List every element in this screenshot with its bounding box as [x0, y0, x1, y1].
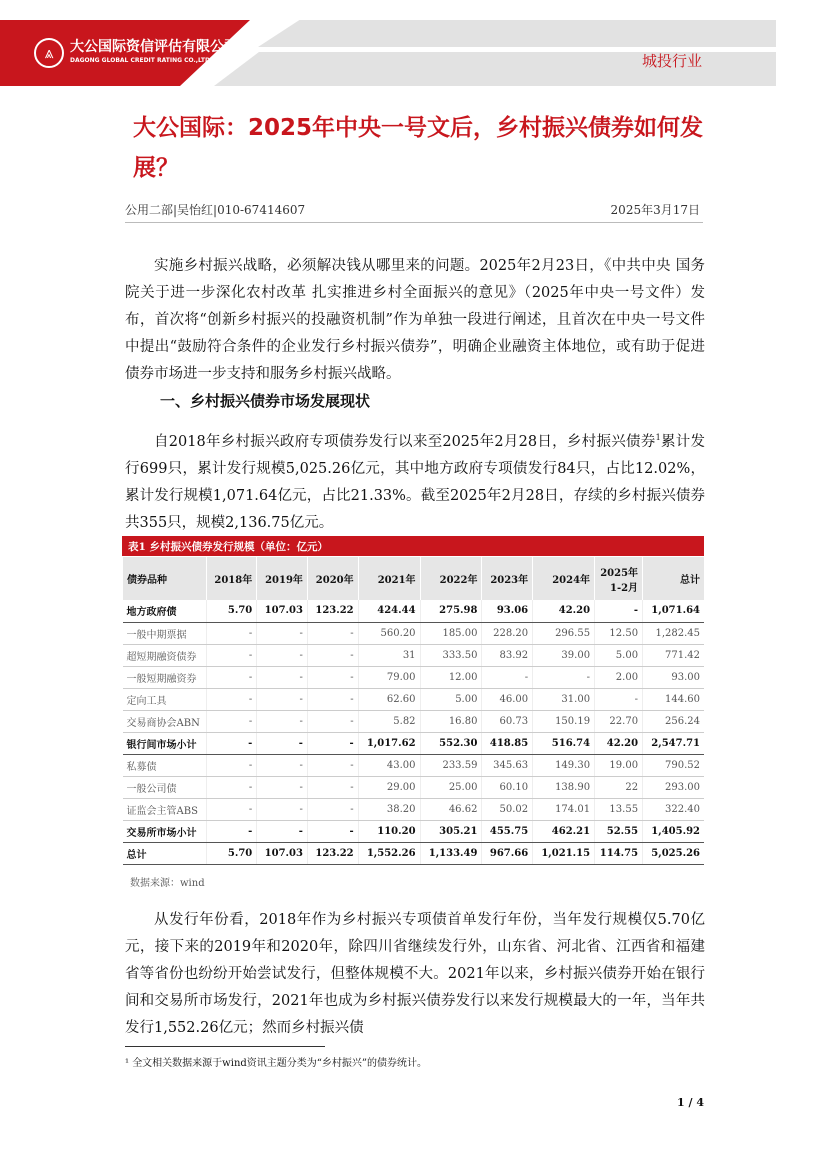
footnote: ¹ 全文相关数据来源于wind资讯主题分类为“乡村振兴”的债券统计。	[125, 1058, 428, 1069]
table-cell: -	[307, 776, 358, 798]
table-cell: 43.00	[358, 754, 420, 776]
table-cell: 交易所市场小计	[123, 820, 207, 842]
table-cell: -	[307, 644, 358, 666]
authors: 公用二部|吴怡红|010-67414607	[125, 203, 306, 217]
table-cell: 233.59	[420, 754, 482, 776]
table-header-row	[123, 557, 705, 600]
table-row	[123, 600, 705, 622]
table-cell: 174.01	[533, 798, 595, 820]
table-cell: 1,021.15	[533, 842, 595, 864]
table-cell: 29.00	[358, 776, 420, 798]
table-cell: -	[207, 798, 257, 820]
table-cell: 42.20	[533, 600, 595, 622]
table-cell: -	[207, 820, 257, 842]
date: 2025年3月17日	[610, 203, 700, 217]
table-cell: 22.70	[595, 710, 643, 732]
table-cell: -	[207, 688, 257, 710]
column-header: 2024年	[533, 557, 595, 600]
company-logo-icon: ⩓	[34, 38, 64, 68]
table-cell: 123.22	[307, 600, 358, 622]
table-cell: 31	[358, 644, 420, 666]
table-cell: -	[257, 798, 308, 820]
table-cell: 42.20	[595, 732, 643, 754]
table-cell: -	[257, 732, 308, 754]
table-cell: 50.02	[482, 798, 533, 820]
table-source: 数据来源：wind	[130, 878, 205, 889]
table-cell: 552.30	[420, 732, 482, 754]
table-cell: -	[533, 666, 595, 688]
table-cell: 52.55	[595, 820, 643, 842]
table-cell: 12.00	[420, 666, 482, 688]
paragraph-status	[125, 424, 705, 537]
table-cell: 5.70	[207, 842, 257, 864]
column-header: 2018年	[207, 557, 257, 600]
table-cell: 12.50	[595, 622, 643, 644]
table-cell: -	[307, 798, 358, 820]
column-header: 2020年	[307, 557, 358, 600]
header-grey-band	[258, 20, 776, 47]
table-cell: 5.00	[595, 644, 643, 666]
table-cell: -	[307, 688, 358, 710]
table-row	[123, 688, 705, 710]
table-cell: 一般中期票据	[123, 622, 207, 644]
table-cell: 967.66	[482, 842, 533, 864]
table-cell: 13.55	[595, 798, 643, 820]
table-cell: 1,071.64	[643, 600, 704, 622]
text: 累计发行699只，累计发行规模5,025.26亿元，其中地方政府专项债发行84只，占比12.02%，累计发行规模1,071.64亿元，占比21.33%。截至2025年2月28日，存续的乡村振兴债券共355只，规模2,136.75亿元。	[125, 433, 706, 531]
table-cell: 333.50	[420, 644, 482, 666]
table-cell: 93.00	[643, 666, 704, 688]
table-row	[123, 732, 705, 754]
table-row	[123, 754, 705, 776]
table-row	[123, 776, 705, 798]
table-cell: -	[207, 754, 257, 776]
text: 自2018年乡村振兴政府专项债券发行以来至2025年2月28日，乡村振兴债券	[154, 433, 656, 450]
table-cell: 交易商协会ABN	[123, 710, 207, 732]
table-cell: 39.00	[533, 644, 595, 666]
footnote-divider	[125, 1046, 325, 1047]
table-cell: 305.21	[420, 820, 482, 842]
table-cell: 5.82	[358, 710, 420, 732]
table-cell: -	[307, 622, 358, 644]
table-cell: -	[257, 776, 308, 798]
table-cell: 560.20	[358, 622, 420, 644]
table-cell: 771.42	[643, 644, 704, 666]
table-cell: 地方政府债	[123, 600, 207, 622]
table-cell: 62.60	[358, 688, 420, 710]
page-title: 大公国际：2025年中央一号文后，乡村振兴债券如何发展？	[133, 115, 704, 181]
table-cell: 107.03	[257, 600, 308, 622]
table-cell: 293.00	[643, 776, 704, 798]
table-cell: 322.40	[643, 798, 704, 820]
table-cell: 345.63	[482, 754, 533, 776]
table-cell: 1,552.26	[358, 842, 420, 864]
page-number: 1 / 4	[677, 1096, 704, 1109]
table-cell: 私募债	[123, 754, 207, 776]
table-cell: 150.19	[533, 710, 595, 732]
table-cell: 93.06	[482, 600, 533, 622]
table-cell: 138.90	[533, 776, 595, 798]
table-cell: 25.00	[420, 776, 482, 798]
table-cell: 46.62	[420, 798, 482, 820]
table-cell: 证监会主管ABS	[123, 798, 207, 820]
table-cell: 2,547.71	[643, 732, 704, 754]
table-cell: 22	[595, 776, 643, 798]
table-cell: 790.52	[643, 754, 704, 776]
divider	[125, 222, 703, 223]
table-cell: 一般短期融资券	[123, 666, 207, 688]
column-header: 2023年	[482, 557, 533, 600]
table-cell: 2.00	[595, 666, 643, 688]
table-cell: 超短期融资债券	[123, 644, 207, 666]
table-cell: 5.00	[420, 688, 482, 710]
company-name-cn: 大公国际资信评估有限公司	[70, 39, 238, 55]
table-cell: -	[307, 710, 358, 732]
table-cell: -	[257, 754, 308, 776]
table-caption: 表1 乡村振兴债券发行规模（单位：亿元）	[122, 536, 704, 557]
table-cell: 定向工具	[123, 688, 207, 710]
section-heading: 一、乡村振兴债券市场发展现状	[160, 392, 371, 410]
table-cell: 144.60	[643, 688, 704, 710]
meta-line	[125, 201, 700, 218]
column-header: 2022年	[420, 557, 482, 600]
column-header: 2021年	[358, 557, 420, 600]
table-cell: 46.00	[482, 688, 533, 710]
table-cell: 5.70	[207, 600, 257, 622]
table-cell: -	[207, 622, 257, 644]
table-cell: 1,282.45	[643, 622, 704, 644]
table-cell: 银行间市场小计	[123, 732, 207, 754]
page-header	[0, 20, 776, 86]
company-name-en: DAGONG GLOBAL CREDIT RATING CO.,LTD	[70, 57, 210, 64]
table-row	[123, 820, 705, 842]
table-cell: 256.24	[643, 710, 704, 732]
table-cell: -	[307, 820, 358, 842]
column-header: 2025年 1-2月	[595, 557, 643, 600]
table-cell: 60.73	[482, 710, 533, 732]
industry-label: 城投行业	[641, 52, 702, 70]
table-cell: 149.30	[533, 754, 595, 776]
paragraph-intro: 实施乡村振兴战略，必须解决钱从哪里来的问题。2025年2月23日，《中共中央 国务院关于进一步深化农村改革 扎实推进乡村全面振兴的意见》（2025年中央一号文件）发布，首次将“创新乡村振兴的投融资机制”作为单独一段进行阐述，且首次在中央一号文件中提出“鼓励符合条件的企业发行乡村振兴债券”，明确企业融资主体地位，或有助于促进债券市场进一步支持和服务乡村振兴战略。	[125, 258, 705, 382]
table-cell: -	[482, 666, 533, 688]
table-cell: 462.21	[533, 820, 595, 842]
table-cell: 418.85	[482, 732, 533, 754]
table-cell: -	[257, 820, 308, 842]
table-cell: 123.22	[307, 842, 358, 864]
table-cell: -	[257, 710, 308, 732]
table-cell: 424.44	[358, 600, 420, 622]
table-cell: -	[207, 710, 257, 732]
table-cell: -	[207, 776, 257, 798]
column-header: 总计	[643, 557, 704, 600]
table-cell: -	[307, 666, 358, 688]
table-cell: -	[307, 754, 358, 776]
table-cell: 5,025.26	[643, 842, 704, 864]
footnote-ref[interactable]: 1	[655, 433, 661, 442]
table-cell: -	[257, 622, 308, 644]
table-cell: 455.75	[482, 820, 533, 842]
table-cell: -	[257, 644, 308, 666]
table-row	[123, 798, 705, 820]
table-cell: 185.00	[420, 622, 482, 644]
issuance-table	[122, 536, 704, 865]
table-cell: -	[207, 644, 257, 666]
table-cell: 16.80	[420, 710, 482, 732]
table-cell: 一般公司债	[123, 776, 207, 798]
table-cell: 516.74	[533, 732, 595, 754]
table-cell: 总计	[123, 842, 207, 864]
table-cell: 38.20	[358, 798, 420, 820]
table-cell: -	[595, 600, 643, 622]
table-cell: -	[257, 688, 308, 710]
table-cell: 79.00	[358, 666, 420, 688]
table-cell: 31.00	[533, 688, 595, 710]
table-cell: 1,405.92	[643, 820, 704, 842]
table-cell: 1,133.49	[420, 842, 482, 864]
table-cell: -	[207, 666, 257, 688]
table-cell: -	[257, 666, 308, 688]
table-cell: 275.98	[420, 600, 482, 622]
column-header: 债券品种	[123, 557, 207, 600]
column-header: 2019年	[257, 557, 308, 600]
paragraph-analysis: 从发行年份看，2018年作为乡村振兴专项债首单发行年份，当年发行规模仅5.70亿元，接下来的2019年和2020年，除四川省继续发行外，山东省、河北省、江西省和福建省等省份也纷纷开始尝试发行，但整体规模不大。2021年以来，乡村振兴债券开始在银行间和交易所市场发行，2021年也成为乡村振兴债券发行以来发行规模最大的一年，当年共发行1,552.26亿元；然而乡村振兴债	[125, 912, 705, 1036]
table-row	[123, 666, 705, 688]
table-cell: -	[595, 688, 643, 710]
table-cell: -	[307, 732, 358, 754]
table-cell: 114.75	[595, 842, 643, 864]
table-cell: 1,017.62	[358, 732, 420, 754]
table-cell: 296.55	[533, 622, 595, 644]
table-cell: 107.03	[257, 842, 308, 864]
table-cell: 19.00	[595, 754, 643, 776]
table-cell: 110.20	[358, 820, 420, 842]
table-cell: 60.10	[482, 776, 533, 798]
table-cell: 228.20	[482, 622, 533, 644]
table-row	[123, 710, 705, 732]
table-cell: -	[207, 732, 257, 754]
table-cell: 83.92	[482, 644, 533, 666]
table-row	[123, 644, 705, 666]
table-row	[123, 842, 705, 864]
table-row	[123, 622, 705, 644]
